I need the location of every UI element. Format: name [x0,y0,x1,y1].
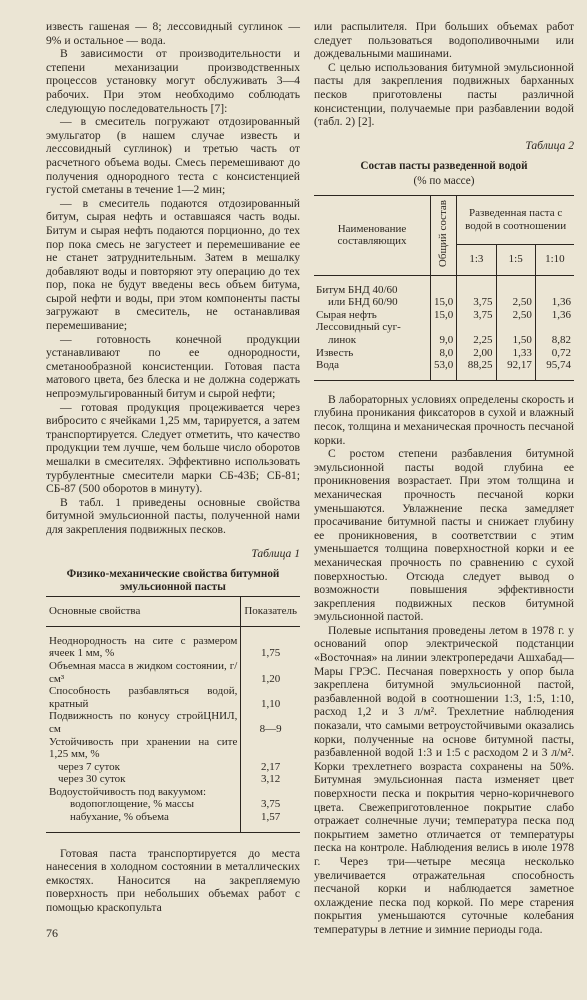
table1-value: 3,12 [241,773,300,786]
table-row [46,710,300,735]
paragraph: В зависимости от производительности и степени механизации производственных процессов установку могут обслуживать 3—4 рабочих. При этом необходимо соблюдать следующую последовательность [7]: [46,47,300,115]
table1-value: 3,75 [241,798,300,811]
table2-total: 53,0 [431,359,457,380]
paragraph: Полевые испытания проведены летом в 1978 г. у оснований опор электрической подстанции «Восточная» на линии электропередачи Ашхабад—Мары ГРЭС. Песчаная поверхность у опор была закреплена битумной эмульсионной пастой, разбавленной водой в соотношении 1:3, 1:5, 1:10, расход 1,2 и 3 л/м². Трехлетние наблюдения показали, что самыми ветроустойчивыми оказались корки, полученные на основе битумной пасты, разбавленной водой 1:3 и 1:5 с расходом 2 и 3 л/м². Корки трехлетнего возраста сохранены на 50%. Битумная эмульсионная паста изменяет цвет поверхности песка и покрытия черно-коричневого цвета. Свежеприготовленное покрытие слабо отражает солнечные лучи; температура песка под покрытием заметно отличается от температуры песка на контроле. Наблюдения велись в июле 1978 г. Через три—четыре месяца несколько увеличивается отражательная способность песчаной корки и наблюдается заметное охлаждение песка под коркой. По мере старения покрытия уменьшаются суточные колебания температуры в летние и зимние периоды года. [314,623,574,936]
table2-name [314,275,431,309]
table2-header-ratio: 1:3 [457,244,496,275]
table1-label: Устойчивость при хранении на сите 1,25 мм, % [49,735,238,761]
table-row [46,626,300,660]
paragraph: или распылителя. При больших объемах работ следует пользоваться водополивочными или дождевальными машинами. [314,20,574,61]
table2-ratio-value: 2,25 [457,321,496,346]
paragraph: — в смеситель подаются отдозированный битум, сырая нефть и оставшаяся часть воды. Битум и сырая нефть подаются порционно, до тех пор пока смесь не загустеет и перемешивание ее не станет затруднительным. Затем в мешалку добавляют воды и повторяют эту операцию до тех пор, пока не будут введены весь объем битума, сырой нефти и воды, при этом компоненты пасты загружают в смеситель, не останавливая перемешивание; [46,196,300,333]
table2-name: Сырая нефть [316,308,377,321]
table2-ratio-value: 1,50 [496,321,535,346]
table-row [46,773,300,786]
table-row [314,347,574,360]
table2-total: 8,0 [431,347,457,360]
paragraph: С целью использования битумной эмульсионной пасты для закрепления подвижных барханных песков приготовлены пасты различной консистенции, получаемые при разбавлении водой (табл. 2) [2]. [314,60,574,129]
table1-value: 1,75 [241,626,300,660]
table1-value: 8—9 [241,710,300,735]
table2-ratio-value: 0,72 [535,347,574,360]
paragraph: — в смеситель погружают отдозированный эмульгатор (в нашем случае известь и лессовидный суглинок) и третью часть от расчетного объема воды. Смесь перемешивают до получения однородного теста с консистенцией густой сметаны в течение 1—2 мин; [46,115,300,197]
table2-header-ratio: 1:10 [535,244,574,275]
table2-title: Состав пасты разведенной водой [360,160,528,173]
table2-ratio-value: 2,50 [496,309,535,322]
paragraph: В лабораторных условиях определены скорость и глубина проникания фиксаторов в сухой и влажный песок, толщина и механическая прочность песчаной корки. [314,392,574,447]
table-row [46,811,300,832]
table2-ratio-value: 2,00 [457,347,496,360]
table-row [46,798,300,811]
paragraph: — готовность конечной продукции устанавливают по ее однородности, сметанообразной консистенции. Готовая паста матового цвета, без блеска и не должна содержать непроэмульгированный битум и сырой нефти; [46,332,300,401]
table2-ratio-value: 8,82 [535,321,574,346]
table2-name-line: или БНД 60/90 [328,296,398,309]
table1-label: Водоустойчивость под вакуумом: [49,785,207,798]
table1-label: Подвижность по конусу стройЦНИЛ, см [49,710,238,735]
table2-header-total-text: Общий состав [437,199,450,268]
table1-label: Объемная масса в жидком состоянии, г/см³ [49,659,238,685]
table1-label: Способность разбавляться водой, кратный [49,685,238,710]
table2 [314,195,574,381]
table-row [314,309,574,322]
table1-value: 2,17 [241,761,300,774]
table2-total: 15,0 [431,309,457,322]
page-number: 76 [46,926,58,940]
table1-header-value: Показатель [241,597,300,627]
table2-subtitle: (% по массе) [413,175,475,188]
table-row [46,685,300,710]
table-row [46,786,300,799]
right-column [314,20,574,937]
table2-header-ratio: 1:5 [496,244,535,275]
table2-name-line: Лессовидный суг- [316,321,401,334]
paragraph: — готовая продукция процеживается через вибросито с ячейками 1,25 мм, тарируется, а затем транспортируется. Следует отметить, что качество продукции тем лучше, чем больше число оборотов мешалки в смесителях. Эффективно использовать турбулентные смесители марки СБ-43Б; СБ-81; СБ-87 (500 оборотов в минуту). [46,400,300,496]
table1-label: через 7 суток [58,760,121,773]
table2-name: Вода [314,359,431,380]
table1-value: 1,20 [241,660,300,685]
table2-ratio-value: 88,25 [457,359,496,380]
left-column [46,20,300,915]
table-row [314,321,574,346]
table2-name: Известь [316,346,354,359]
table1-value: 1,10 [241,685,300,710]
table1-caption: Таблица 1 [251,546,300,560]
table2-ratio-value: 92,17 [496,359,535,380]
table-row [46,736,300,761]
table-row [314,359,574,380]
table1-header-properties: Основные свойства [46,597,241,627]
table1-label: Неоднородность на сите с размером ячеек 1 мм, % [49,634,238,660]
paragraph: С ростом степени разбавления битумной эмульсионной пасты водой глубина ее проникновения возрастает. При этом толщина и механическая прочность песчаной корки уменьшаются. Увлажнение песка замедляет просачивание битумной пасты и снижает глубину ее проникновения, в соответствии с этим уменьшается толщина поверхностной корки и ее механическая прочность по сравнению с сухой поверхностью. Отсюда следует вывод о возможности повышения эффективности закрепления подвижных песков битумной эмульсионной пастой. [314,447,574,624]
table2-ratio-value: 2,50 [496,275,535,309]
table2-ratio-value: 1,36 [535,309,574,322]
table2-header-total [431,195,457,275]
table2-name-line: линок [328,334,357,346]
table2-ratio-value: 1,33 [496,347,535,360]
table1-value: 1,57 [241,811,300,832]
table2-ratio-value: 3,75 [457,275,496,309]
table1-value [241,736,300,761]
table1-label: через 30 суток [58,773,126,786]
table-row [46,660,300,685]
table1-label: водопоглощение, % массы [70,798,195,811]
table-row [46,761,300,774]
table2-ratio-value: 95,74 [535,359,574,380]
table-row [314,275,574,309]
table1-value [241,786,300,799]
table2-total: 15,0 [431,275,457,309]
table2-header-group: Разведенная паста с водой в соотношении [457,195,574,244]
paragraph: известь гашеная — 8; лессовидный суглинок — 9% и остальное — вода. [46,20,300,47]
table2-ratio-value: 3,75 [457,309,496,322]
table1-label: набухание, % объема [46,811,241,832]
table1 [46,596,300,833]
table2-total: 9,0 [431,321,457,346]
table2-name-line: Битум БНД 40/60 [316,283,398,296]
table2-ratio-value: 1,36 [535,275,574,309]
paragraph: Готовая паста транспортируется до места нанесения в холодном состоянии в металлических емкостях. Наносится на закрепляемую поверхность при небольших объемах работ с помощью краскопульта [46,846,300,915]
table2-caption: Таблица 2 [525,138,574,152]
table1-title: Физико-механические свойства битумной эмульсионной пасты [66,568,280,594]
paragraph: В табл. 1 приведены основные свойства битумной эмульсионной пасты, полученной нами для закрепления подвижных песков. [46,495,300,536]
table2-name [314,321,431,346]
table2-header-name: Наименование составляющих [314,195,431,275]
